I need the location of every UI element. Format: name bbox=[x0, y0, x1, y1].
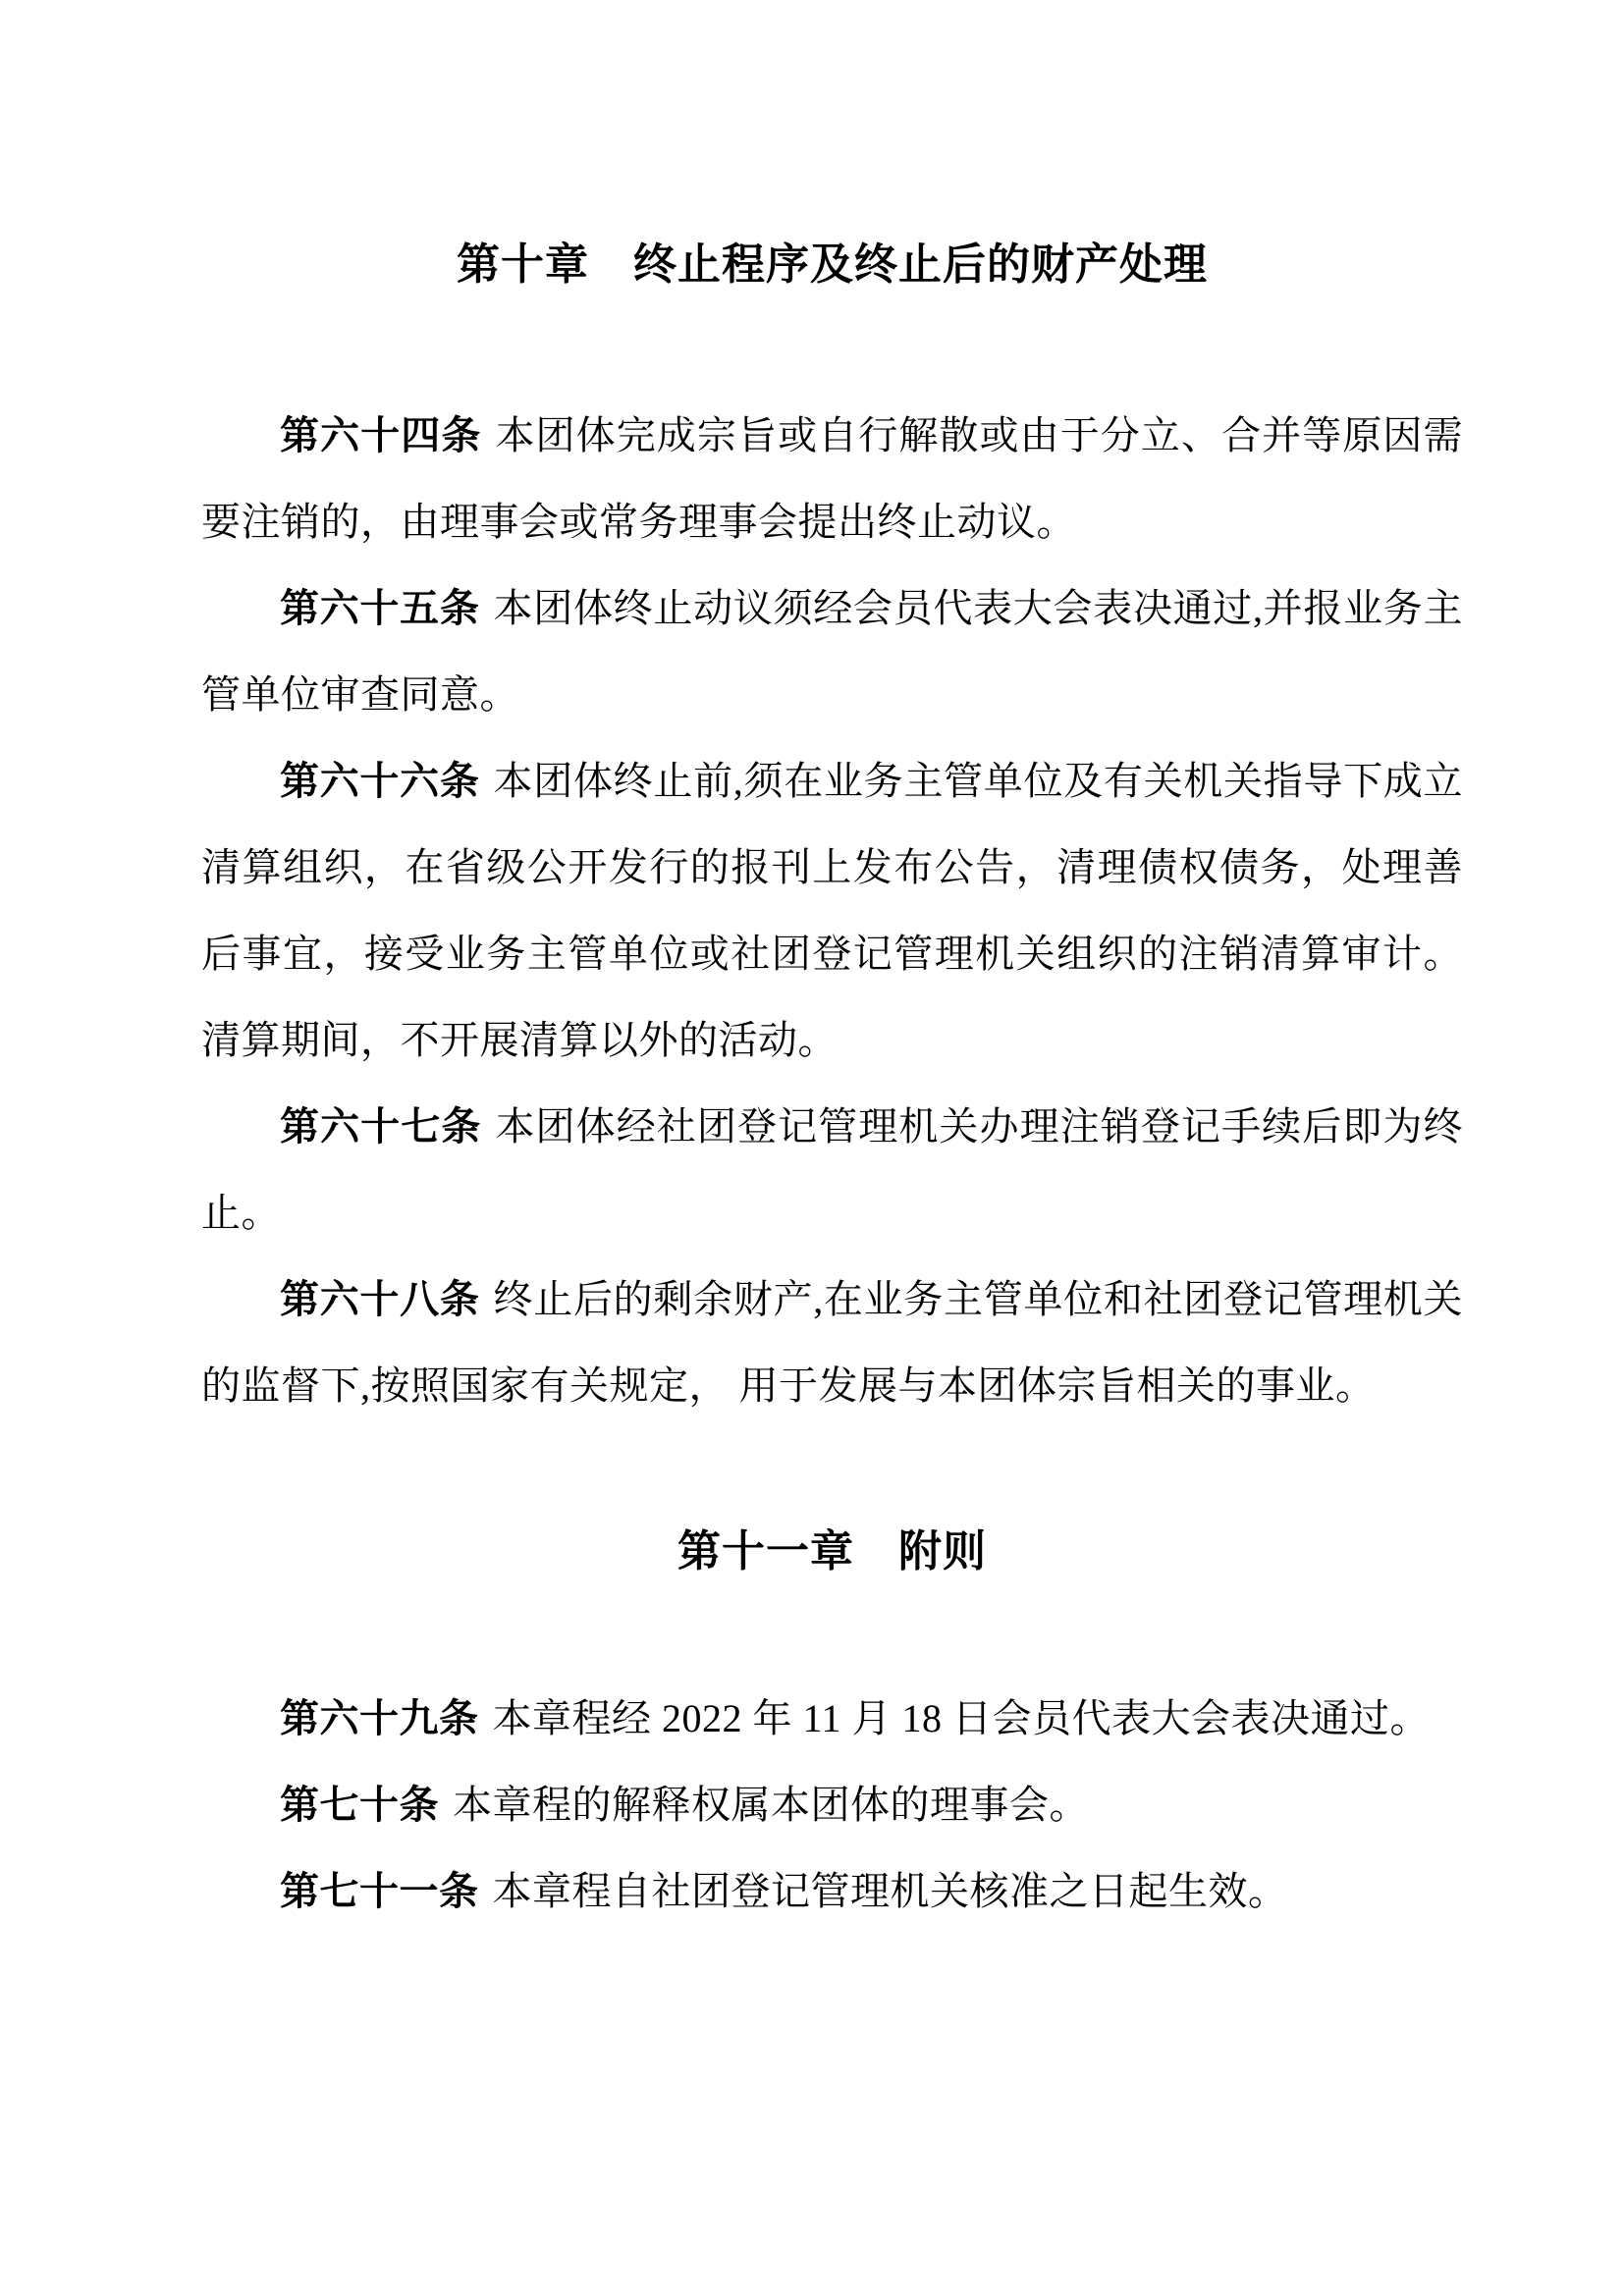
article-64 bbox=[201, 393, 1463, 565]
article-69-text: 本章程经 2022 年 11 月 18 日会员代表大会表决通过。 bbox=[492, 1696, 1431, 1740]
article-65 bbox=[201, 565, 1463, 738]
article-70-number: 第七十条 bbox=[280, 1784, 439, 1827]
article-70-text: 本章程的解释权属本团体的理事会。 bbox=[453, 1783, 1089, 1827]
chapter-10-title: 第十章 终止程序及终止后的财产处理 bbox=[457, 240, 1208, 289]
chapter-11-title: 第十一章 附则 bbox=[677, 1527, 987, 1575]
article-68-text: 终止后的剩余财产,在业务主管单位和社团登记管理机关的监督下,按照国家有关规定， 用于发展与本团体宗旨相关的事业。 bbox=[201, 1277, 1464, 1408]
article-69 bbox=[201, 1676, 1463, 1762]
article-67-number: 第六十七条 bbox=[280, 1105, 482, 1148]
article-67-text: 本团体经社团登记管理机关办理注销登记手续后即为终止。 bbox=[201, 1104, 1464, 1235]
article-66-number: 第六十六条 bbox=[280, 760, 480, 803]
article-64-text: 本团体完成宗旨或自行解散或由于分立、合并等原因需要注销的，由理事会或常务理事会提出终止动议。 bbox=[201, 413, 1464, 544]
article-70 bbox=[201, 1762, 1463, 1848]
article-71-text: 本章程自社团登记管理机关核准之日起生效。 bbox=[492, 1869, 1288, 1913]
article-71-number: 第七十一条 bbox=[280, 1870, 479, 1913]
article-69-number: 第六十九条 bbox=[280, 1697, 479, 1740]
article-68-number: 第六十八条 bbox=[280, 1278, 480, 1321]
article-67 bbox=[201, 1084, 1463, 1256]
article-66 bbox=[201, 738, 1463, 1084]
article-65-number: 第六十五条 bbox=[280, 587, 480, 630]
article-66-text: 本团体终止前,须在业务主管单位及有关机关指导下成立清算组织，在省级公开发行的报刊上发布公告，清理债权债务，处理善后事宜，接受业务主管单位或社团登记管理机关组织的注销清算审计。清算期间，不开展清算以外的活动。 bbox=[201, 759, 1464, 1062]
article-68 bbox=[201, 1256, 1463, 1429]
article-71 bbox=[201, 1848, 1463, 1935]
article-65-text: 本团体终止动议须经会员代表大会表决通过,并报业务主管单位审查同意。 bbox=[201, 586, 1464, 717]
article-64-number: 第六十四条 bbox=[280, 414, 482, 457]
